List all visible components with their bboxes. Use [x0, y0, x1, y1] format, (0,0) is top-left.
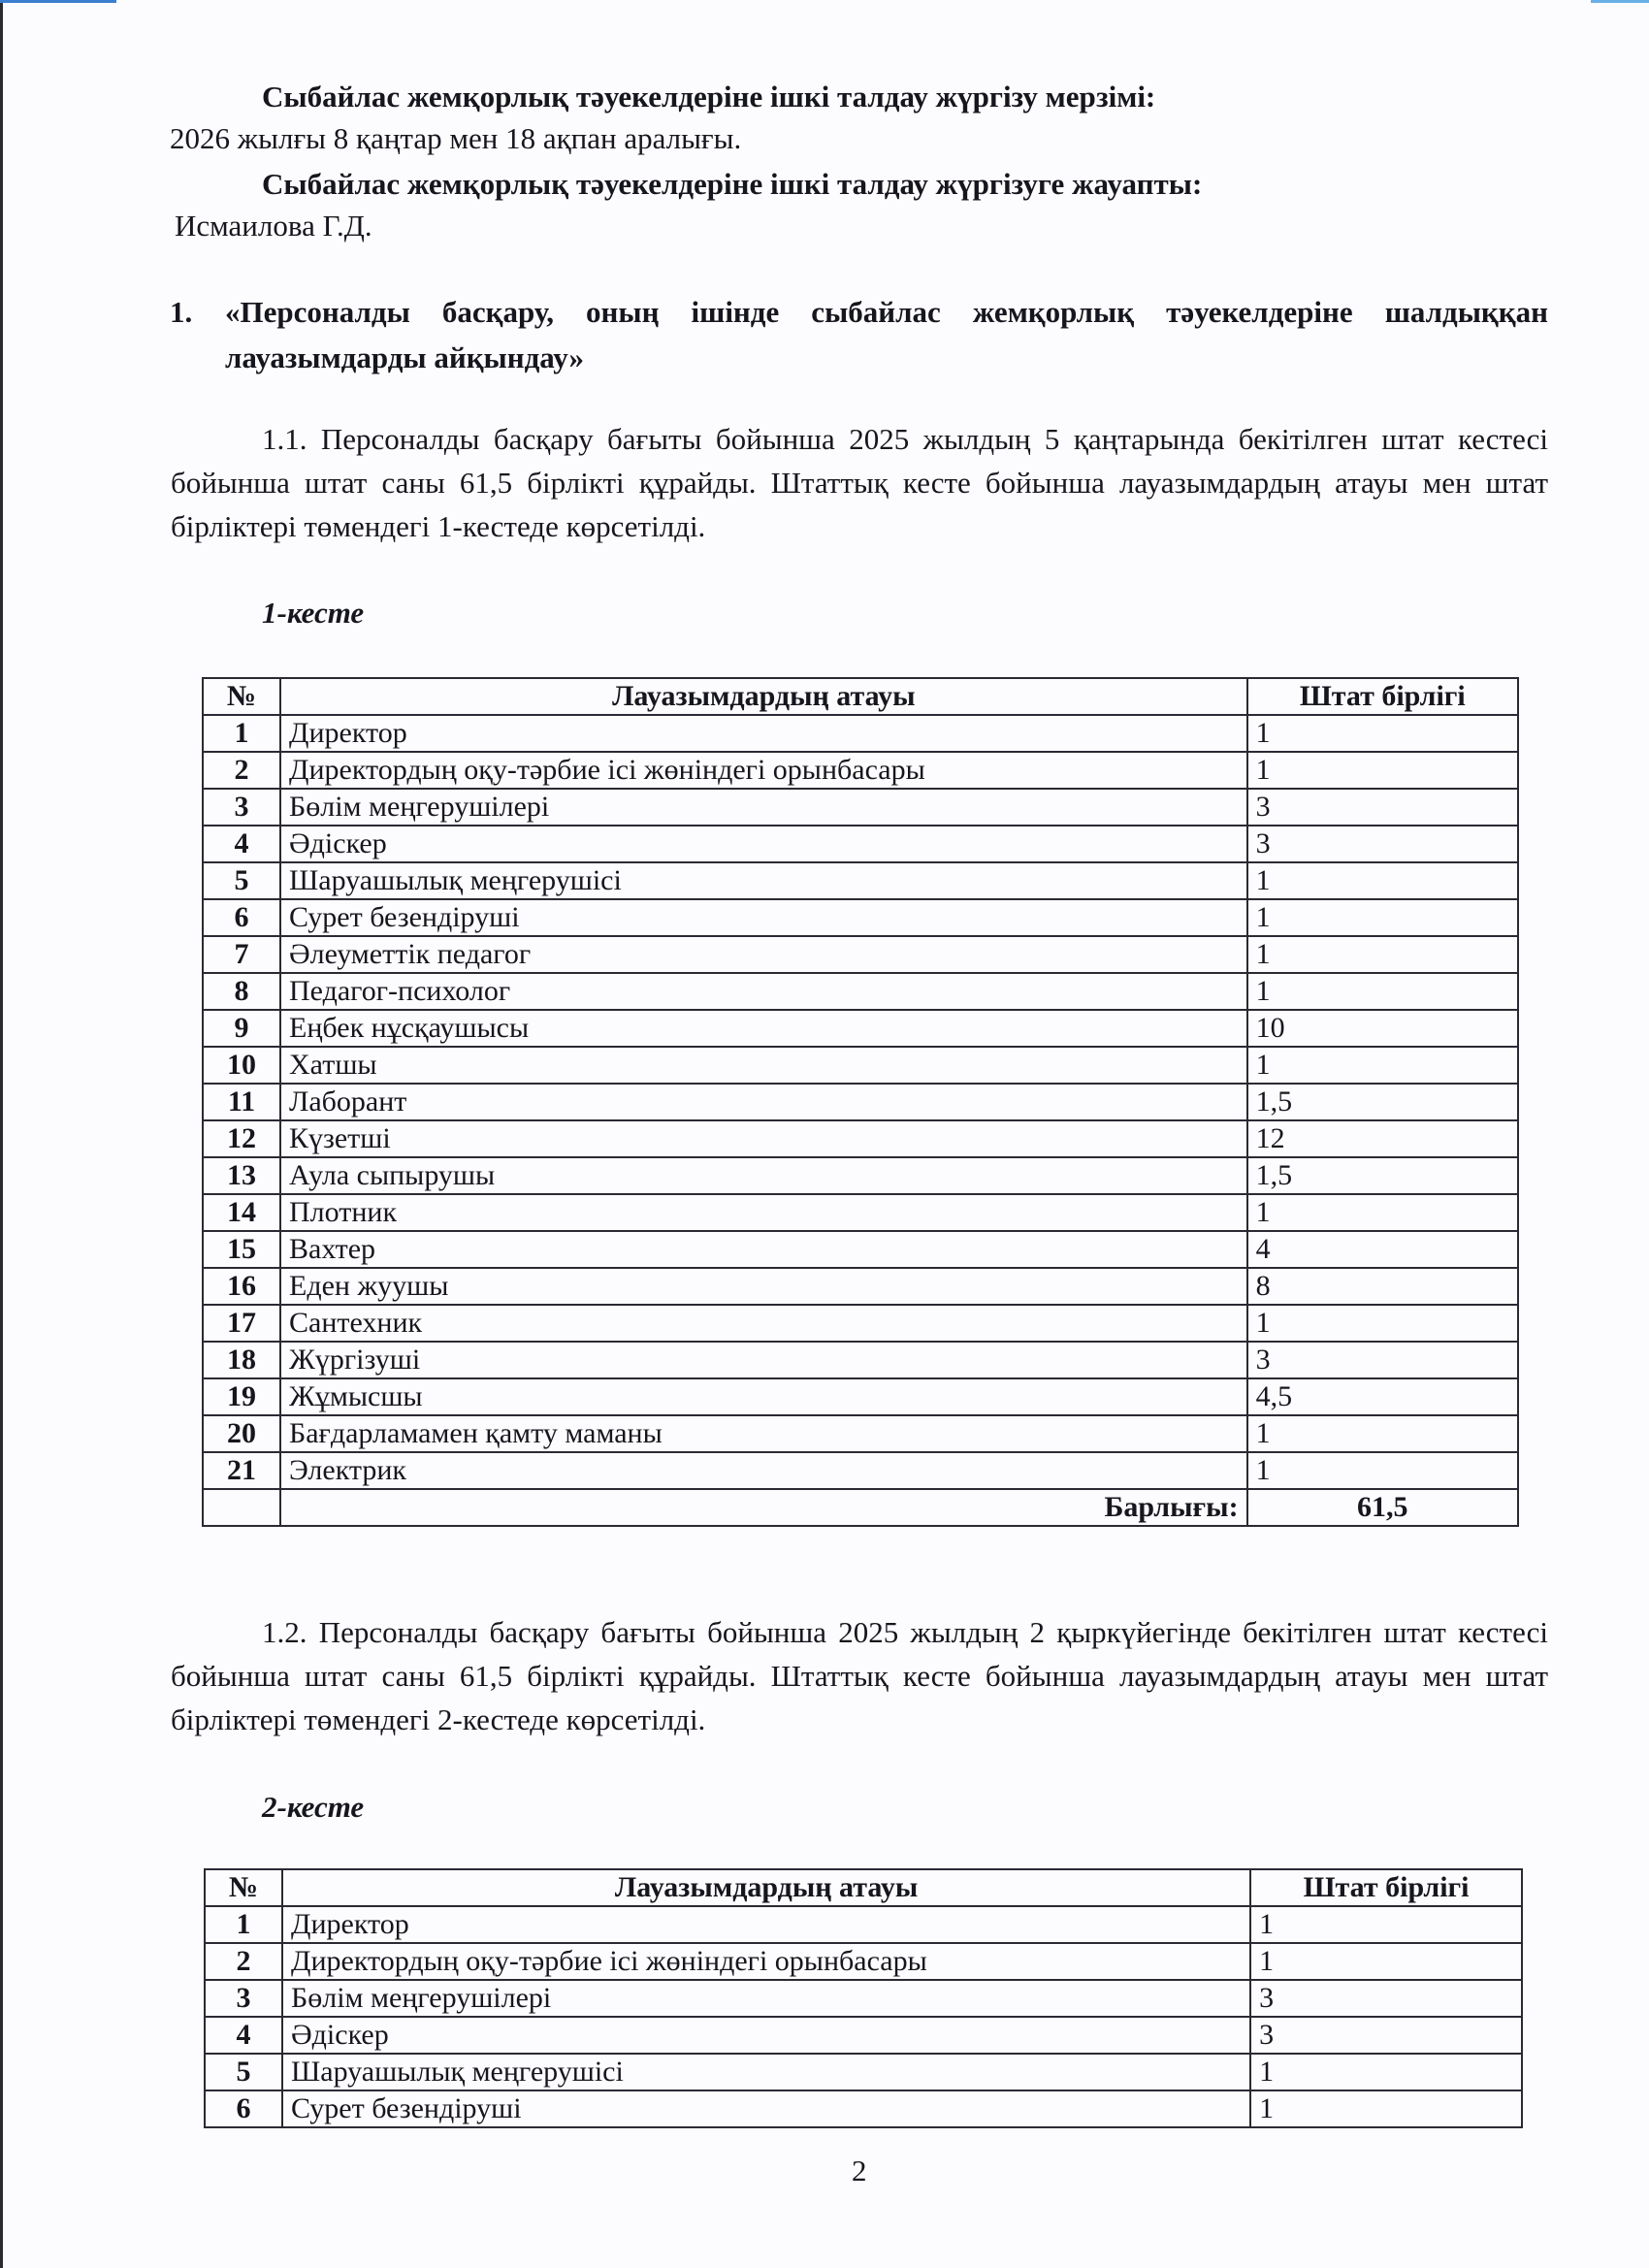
table-row [203, 1268, 1518, 1305]
position-name: Директор [280, 715, 1247, 752]
table-header-row [205, 1869, 1522, 1906]
total-value: 61,5 [1247, 1489, 1518, 1526]
position-name: Әдіскер [280, 826, 1247, 862]
row-number: 6 [205, 2090, 282, 2127]
table-row [203, 936, 1518, 973]
staff-units: 1 [1250, 1943, 1522, 1980]
table-row [203, 1010, 1518, 1047]
position-name: Аула сыпырушы [280, 1157, 1247, 1194]
column-header-position: Лауазымдардың атауы [282, 1869, 1250, 1906]
paragraph-text: Персоналды басқару бағыты бойынша 2025 жылдың 2 қыркүйегінде бекітілген штат кестесі бойынша штат саны 61,5 бірлікті құрайды. Штаттық кесте бойынша лауазымдардың атауы мен штат бірліктері төмендегі 2-кестеде көрсетілді. [171, 1615, 1549, 1736]
position-name: Шаруашылық меңгерушісі [280, 862, 1247, 899]
row-number: 9 [203, 1010, 280, 1047]
table-row [203, 1305, 1518, 1342]
staff-units: 3 [1247, 826, 1518, 862]
table-caption-2: 2-кесте [262, 1790, 365, 1824]
table-row [205, 1943, 1522, 1980]
position-name: Вахтер [280, 1231, 1247, 1268]
position-name: Электрик [280, 1452, 1247, 1489]
scan-edge [0, 0, 3, 2268]
table-row [205, 1906, 1522, 1943]
table-row [203, 752, 1518, 789]
row-number: 5 [203, 862, 280, 899]
position-name: Хатшы [280, 1047, 1247, 1084]
table-row [203, 789, 1518, 826]
column-header-position: Лауазымдардың атауы [280, 678, 1247, 715]
table-row [203, 1231, 1518, 1268]
responsible-heading: Сыбайлас жемқорлық тәуекелдеріне ішкі талдау жүргізуге жауапты: [262, 167, 1203, 201]
column-header-number: № [205, 1869, 282, 1906]
position-name: Шаруашылық меңгерушісі [282, 2054, 1250, 2090]
table-row [203, 1157, 1518, 1194]
staff-units: 1 [1247, 752, 1518, 789]
row-number: 10 [203, 1047, 280, 1084]
position-name: Сурет безендіруші [280, 899, 1247, 936]
staff-units: 3 [1247, 789, 1518, 826]
position-name: Директор [282, 1906, 1250, 1943]
table-row [203, 973, 1518, 1010]
staff-units: 3 [1250, 1980, 1522, 2017]
period-heading: Сыбайлас жемқорлық тәуекелдеріне ішкі талдау жүргізу мерзімі: [262, 80, 1156, 113]
paragraph-text: Персоналды басқару бағыты бойынша 2025 жылдың 5 қаңтарында бекітілген штат кестесі бойынша штат саны 61,5 бірлікті құрайды. Штаттық кесте бойынша лауазымдардың атауы мен штат бірліктері төмендегі 1-кестеде көрсетілді. [171, 422, 1548, 543]
row-number: 1 [203, 715, 280, 752]
staff-units: 1 [1247, 1194, 1518, 1231]
staff-units: 4 [1247, 1231, 1518, 1268]
row-number: 15 [203, 1231, 280, 1268]
staff-units: 1 [1247, 936, 1518, 973]
table-caption-1: 1-кесте [262, 596, 365, 630]
table-total-row [203, 1489, 1518, 1526]
row-number: 16 [203, 1268, 280, 1305]
row-number: 1 [205, 1906, 282, 1943]
position-name: Лаборант [280, 1084, 1247, 1120]
total-empty-cell [203, 1489, 280, 1526]
table-row [203, 1194, 1518, 1231]
scan-artifact [1591, 0, 1649, 3]
table-row [203, 1342, 1518, 1378]
position-name: Бөлім меңгерушілері [282, 1980, 1250, 2017]
staff-units: 1 [1247, 1047, 1518, 1084]
staff-units: 1 [1250, 2054, 1522, 2090]
table-row [203, 862, 1518, 899]
staff-units: 1 [1247, 899, 1518, 936]
row-number: 4 [203, 826, 280, 862]
row-number: 2 [203, 752, 280, 789]
staff-units: 1 [1250, 1906, 1522, 1943]
row-number: 12 [203, 1120, 280, 1157]
position-name: Жүргізуші [280, 1342, 1247, 1378]
table-row [205, 2090, 1522, 2127]
staff-units: 10 [1247, 1010, 1518, 1047]
table-row [203, 899, 1518, 936]
row-number: 2 [205, 1943, 282, 1980]
position-name: Әлеуметтік педагог [280, 936, 1247, 973]
column-header-number: № [203, 678, 280, 715]
row-number: 17 [203, 1305, 280, 1342]
paragraph-number: 1.2. [262, 1615, 307, 1649]
staff-units: 1 [1247, 1452, 1518, 1489]
period-value: 2026 жылғы 8 қаңтар мен 18 ақпан аралығы. [170, 121, 742, 155]
table-row [203, 715, 1518, 752]
row-number: 21 [203, 1452, 280, 1489]
row-number: 14 [203, 1194, 280, 1231]
position-name: Еден жуушы [280, 1268, 1247, 1305]
row-number: 3 [203, 789, 280, 826]
scan-artifact [0, 0, 116, 3]
staff-units: 1 [1250, 2090, 1522, 2127]
row-number: 7 [203, 936, 280, 973]
staff-units: 12 [1247, 1120, 1518, 1157]
table-row [203, 1120, 1518, 1157]
staff-units: 1,5 [1247, 1157, 1518, 1194]
row-number: 19 [203, 1378, 280, 1415]
table-row [205, 2017, 1522, 2054]
staff-units: 3 [1250, 2017, 1522, 2054]
position-name: Бағдарламамен қамту маманы [280, 1415, 1247, 1452]
table-row [203, 826, 1518, 862]
position-name: Еңбек нұсқаушысы [280, 1010, 1247, 1047]
paragraph-1-1 [171, 417, 1548, 548]
page-number: 2 [852, 2154, 867, 2187]
row-number: 8 [203, 973, 280, 1010]
position-name: Сурет безендіруші [282, 2090, 1250, 2127]
position-name: Әдіскер [282, 2017, 1250, 2054]
table-header-row [203, 678, 1518, 715]
table-row [203, 1452, 1518, 1489]
table-row [203, 1047, 1518, 1084]
position-name: Сантехник [280, 1305, 1247, 1342]
total-label: Барлығы: [280, 1489, 1247, 1526]
row-number: 4 [205, 2017, 282, 2054]
staff-units: 1 [1247, 715, 1518, 752]
staff-units: 4,5 [1247, 1378, 1518, 1415]
table-row [203, 1084, 1518, 1120]
staff-table-2 [204, 1868, 1523, 2128]
row-number: 11 [203, 1084, 280, 1120]
position-name: Жұмысшы [280, 1378, 1247, 1415]
staff-units: 8 [1247, 1268, 1518, 1305]
row-number: 13 [203, 1157, 280, 1194]
section-title: «Персоналды басқару, оның ішінде сыбайлас жемқорлық тәуекелдеріне шалдыққан лауазымдарды айқындау» [225, 295, 1548, 374]
staff-units: 1 [1247, 862, 1518, 899]
staff-units: 1,5 [1247, 1084, 1518, 1120]
section-number: 1. [170, 295, 193, 329]
paragraph-number: 1.1. [262, 422, 307, 456]
row-number: 18 [203, 1342, 280, 1378]
row-number: 5 [205, 2054, 282, 2090]
row-number: 3 [205, 1980, 282, 2017]
staff-units: 1 [1247, 1305, 1518, 1342]
position-name: Плотник [280, 1194, 1247, 1231]
position-name: Күзетші [280, 1120, 1247, 1157]
row-number: 20 [203, 1415, 280, 1452]
position-name: Бөлім меңгерушілері [280, 789, 1247, 826]
position-name: Директордың оқу-тәрбие ісі жөніндегі орынбасары [280, 752, 1247, 789]
staff-units: 3 [1247, 1342, 1518, 1378]
staff-table-1 [202, 677, 1519, 1527]
column-header-units: Штат бірлігі [1247, 678, 1518, 715]
table-row [203, 1378, 1518, 1415]
paragraph-1-2 [171, 1610, 1548, 1741]
responsible-value: Исмаилова Г.Д. [175, 209, 372, 243]
table-row [205, 2054, 1522, 2090]
table-row [205, 1980, 1522, 2017]
position-name: Педагог-психолог [280, 973, 1247, 1010]
row-number: 6 [203, 899, 280, 936]
staff-units: 1 [1247, 1415, 1518, 1452]
staff-units: 1 [1247, 973, 1518, 1010]
column-header-units: Штат бірлігі [1250, 1869, 1522, 1906]
table-row [203, 1415, 1518, 1452]
position-name: Директордың оқу-тәрбие ісі жөніндегі орынбасары [282, 1943, 1250, 1980]
